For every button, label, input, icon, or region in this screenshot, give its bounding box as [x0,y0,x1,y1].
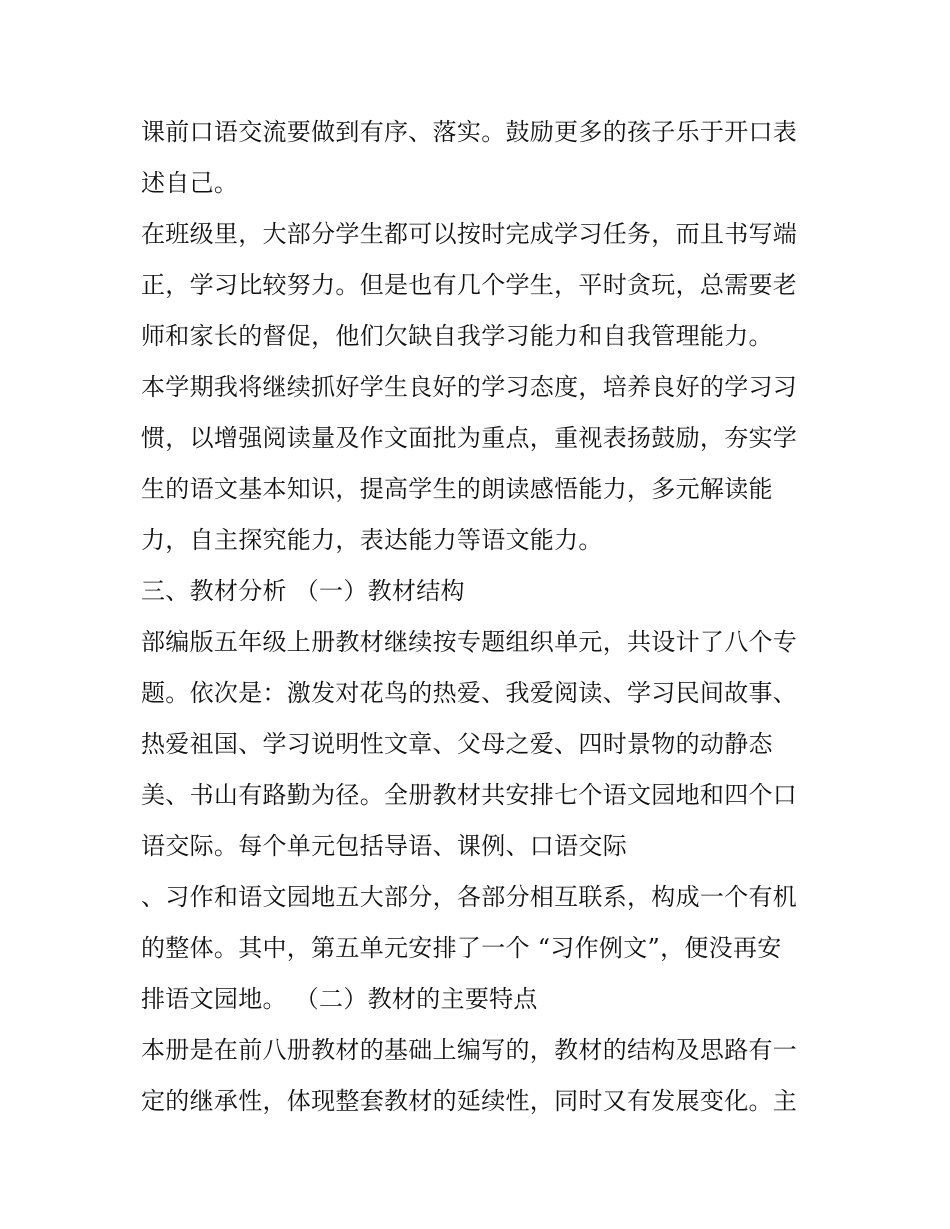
text-line: 师和家长的督促，他们欠缺自我学习能力和自我管理能力。 [141,322,773,350]
text-line: 述自己。 [141,169,239,197]
text-line: 本册是在前八册教材的基础上编写的，教材的结构及思路有一 [141,1036,798,1064]
section-heading: 排语文园地。 （二）教材的主要特点 [141,985,538,1013]
text-line: 、习作和语文园地五大部分，各部分相互联系，构成一个有机 [141,883,798,911]
text-line: 语交际。每个单元包括导语、课例、口语交际 [141,832,627,860]
body-text [141,107,813,1127]
section-heading: 三、教材分析 （一）教材结构 [141,577,465,605]
text-line: 题。依次是：激发对花鸟的热爱、我爱阅读、学习民间故事、 [141,679,798,707]
text-line: 惯，以增强阅读量及作文面批为重点，重视表扬鼓励，夯实学 [141,424,798,452]
text-line: 本学期我将继续抓好学生良好的学习态度，培养良好的学习习 [141,373,798,401]
text-line: 美、书山有路勤为径。全册教材共安排七个语文园地和四个口 [141,781,798,809]
text-line: 在班级里，大部分学生都可以按时完成学习任务，而且书写端 [141,220,798,248]
text-line: 部编版五年级上册教材继续按专题组织单元，共设计了八个专 [141,628,798,656]
text-line: 的整体。其中，第五单元安排了一个 “习作例文”，便没再安 [141,934,782,962]
text-line: 正，学习比较努力。但是也有几个学生，平时贪玩，总需要老 [141,271,798,299]
text-line: 生的语文基本知识，提高学生的朗读感悟能力，多元解读能 [141,475,773,503]
text-line: 热爱祖国、学习说明性文章、父母之爱、四时景物的动静态 [141,730,773,758]
text-line: 课前口语交流要做到有序、落实。鼓励更多的孩子乐于开口表 [141,118,798,146]
text-line: 定的继承性，体现整套教材的延续性，同时又有发展变化。主 [141,1087,798,1115]
text-line: 力，自主探究能力，表达能力等语文能力。 [141,526,603,554]
